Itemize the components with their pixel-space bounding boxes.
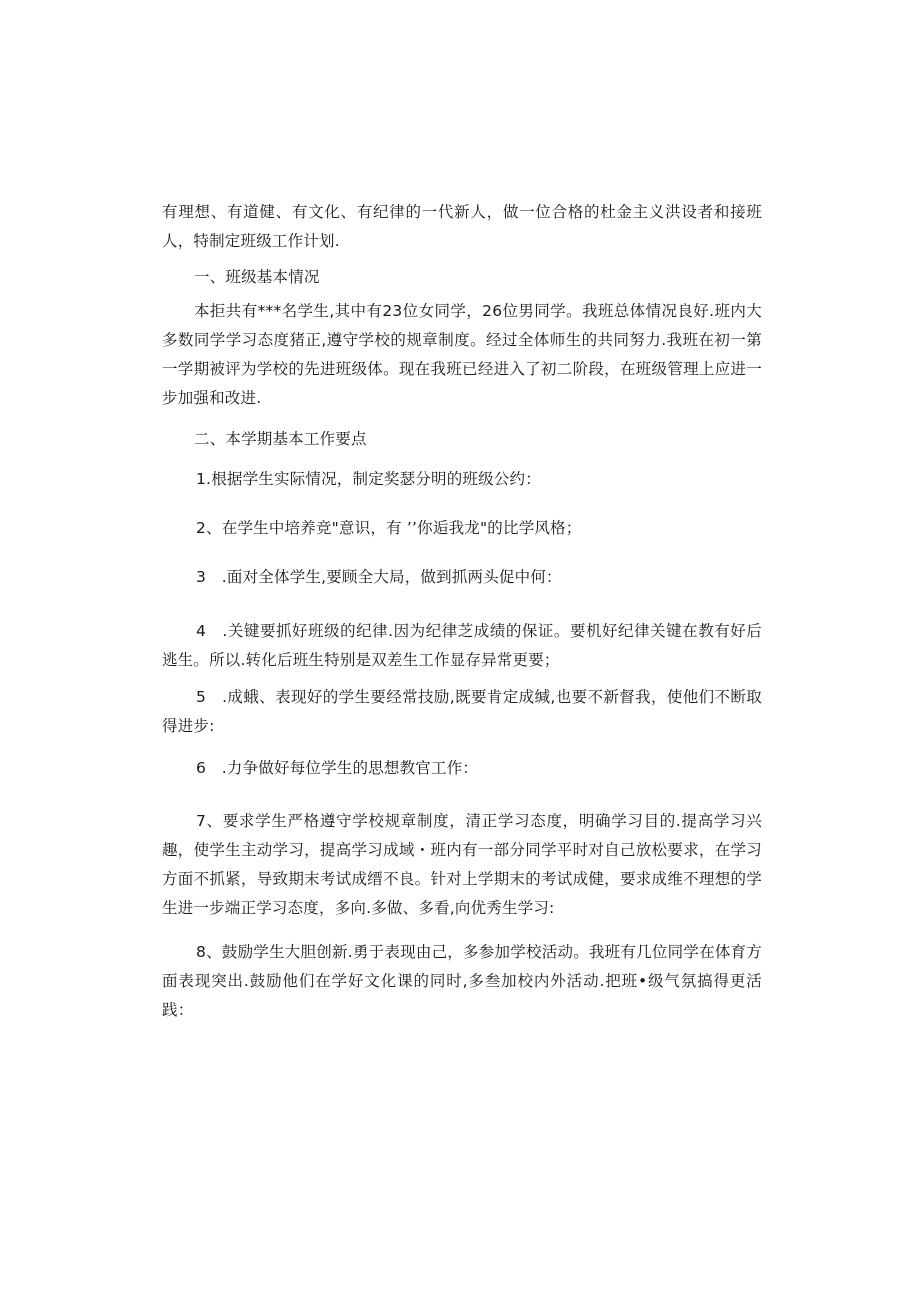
- work-point-8: 8、鼓励学生大胆创新.勇于表现由己，多参加学校活动。我班有几位同学在体育方面表现突出.鼓励他们在学好文化课的同时,多叁加校内外活动.把班•级气氛搞得更活践：: [162, 943, 762, 1019]
- work-point-7: 7、要求学生严格遵守学校规章制度，清正学习态度，明确学习目的.提高学习兴趣，使学生主动学习，提高学习成域・班内有一部分同学平时对自己放松要求，在学习方面不抓紧，导致期末考试成缙不良。针对上学期末的考试成健，要求成维不理想的学生进一步端正学习态度，多向.多做、多看,向优秀生学习:: [162, 812, 762, 917]
- section-heading-work-points: 二、本学期基本工作要点: [194, 430, 367, 448]
- class-overview-paragraph: 本拒共有***名学生,其中有23位女同学，26位男同学。我班总体情况良好.班内大多数同学学习态度猪正,遵守学校的规章制度。经过全体师生的共同努力.我班在初一第一学期被评为学校的先进班级体。现在我班已经进入了初二阶段，在班级管理上应进一步加强和改进.: [162, 302, 762, 407]
- intro-paragraph: 有理想、有道健、有文化、有纪律的一代新人，做一位合格的杜金主义洪设者和接班人，特制定班级工作计划.: [162, 203, 762, 250]
- section-heading-class-overview: 一、班级基本情况: [194, 268, 320, 286]
- work-point-1: 1.根据学生实际情况，制定奖瑟分明的班级公约：: [196, 470, 541, 488]
- work-point-2: 2、在学生中培养竞"意识，有 ’’你逅我龙"的比学风格；: [196, 519, 582, 537]
- work-point-3: 3 .面对全体学生,要顾全大局，做到抓两头促中何：: [196, 568, 562, 586]
- work-point-6: 6 .力争做好每位学生的思想教官工作：: [196, 759, 479, 777]
- work-point-5: 5 .成蛾、表现好的学生要经常技励,既要肯定成缄,也要不新督我，使他们不断取得进步:: [162, 688, 762, 735]
- work-point-4: 4 .关键要抓好班级的纪律.因为纪律芝成绩的保证。要机好纪律关键在教有好后逃生。所以.转化后班生特别是双差生工作显存异常更要；: [162, 622, 762, 669]
